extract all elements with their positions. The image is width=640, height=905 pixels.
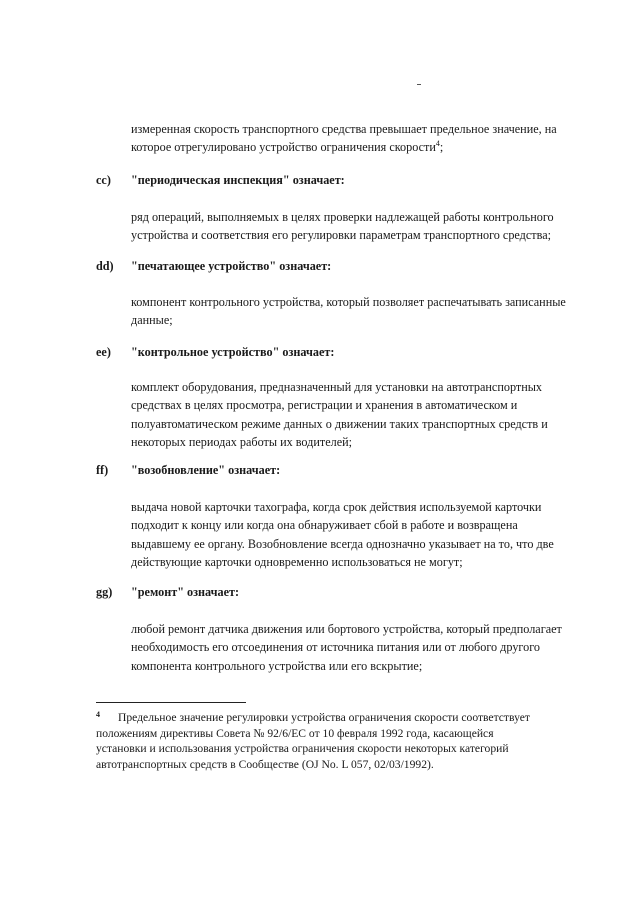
definition-line: действующие карточки одновременно использоваться не могут; (131, 554, 463, 569)
definition-heading-gg (96, 584, 239, 600)
definition-term: "ремонт" означает: (131, 585, 240, 599)
footnote-line: автотранспортных средств в Сообществе (OJ No. L 057, 02/03/1992). (96, 757, 434, 771)
definition-line: выдавшему ее органу. Возобновление всегда однозначно указывает на то, что две (131, 536, 554, 551)
definition-line: данные; (131, 313, 173, 328)
definition-heading-dd (96, 258, 331, 274)
definition-term: "возобновление" означает: (131, 463, 281, 477)
intro-line-1: измеренная скорость транспортного средства превышает предельное значение, на (131, 122, 557, 136)
footnote-separator (96, 702, 246, 703)
definition-line: комплект оборудования, предназначенный для установки на автотранспортных (131, 380, 543, 394)
definition-letter: ff) (96, 463, 109, 477)
intro-paragraph (131, 120, 586, 157)
definition-line: устройства и соответствия его регулировки параметрам транспортного средства; (131, 228, 551, 243)
definition-line: необходимость его отсоединения от источника питания или от любого другого (131, 640, 540, 655)
definition-line: любой ремонт датчика движения или бортового устройства, который предполагает (131, 622, 562, 636)
definition-term: "контрольное устройство" означает: (131, 345, 335, 359)
definition-letter: gg) (96, 585, 113, 599)
definition-letter: cc) (96, 173, 111, 187)
definition-heading-ff (96, 462, 280, 478)
definition-body-ff (131, 498, 586, 571)
footnote-line: положениям директивы Совета № 92/6/ЕС от 10 февраля 1992 года, касающейся (96, 726, 494, 740)
definition-line: компонент контрольного устройства, который позволяет распечатывать записанные (131, 295, 566, 309)
intro-line-2-end: ; (439, 140, 444, 155)
definition-body-cc (131, 208, 586, 245)
definition-line: некоторых периодах работы их водителей; (131, 434, 353, 449)
definition-heading-cc (96, 172, 345, 188)
definition-line: ряд операций, выполняемых в целях проверки надлежащей работы контрольного (131, 210, 554, 224)
intro-line-2-text: которое отрегулировано устройство ограничения скорости (131, 140, 436, 155)
footnote (96, 710, 586, 772)
definition-body-gg (131, 620, 586, 675)
definition-line: подходит к концу или когда она обнаруживает сбой в работе и возвращена (131, 518, 518, 533)
definition-letter: dd) (96, 259, 114, 273)
definition-line: выдача новой карточки тахографа, когда срок действия используемой карточки (131, 500, 542, 514)
definition-line: средствах в целях просмотра, регистрации и хранения в автоматическом и (131, 398, 518, 413)
definition-body-dd (131, 293, 586, 330)
definition-line: полуавтоматическом режиме данных о движении таких транспортных средств и (131, 416, 548, 431)
intro-line-2 (131, 138, 586, 156)
footnote-body (96, 710, 586, 772)
definition-line: компонента контрольного устройства или его вскрытие; (131, 658, 423, 673)
definition-term: "печатающее устройство" означает: (131, 259, 332, 273)
definition-heading-ee (96, 344, 334, 360)
footnote-number: 4 (96, 710, 100, 719)
footnote-line: установки и использования устройства ограничения скорости некоторых категорий (96, 742, 509, 756)
footnote-ref[interactable]: 4 (435, 139, 440, 149)
footnote-line: Предельное значение регулировки устройства ограничения скорости соответствует (118, 711, 530, 724)
definition-body-ee (131, 378, 586, 451)
scan-mark (417, 84, 421, 85)
definition-letter: ee) (96, 345, 111, 359)
definition-term: "периодическая инспекция" означает: (131, 173, 345, 187)
